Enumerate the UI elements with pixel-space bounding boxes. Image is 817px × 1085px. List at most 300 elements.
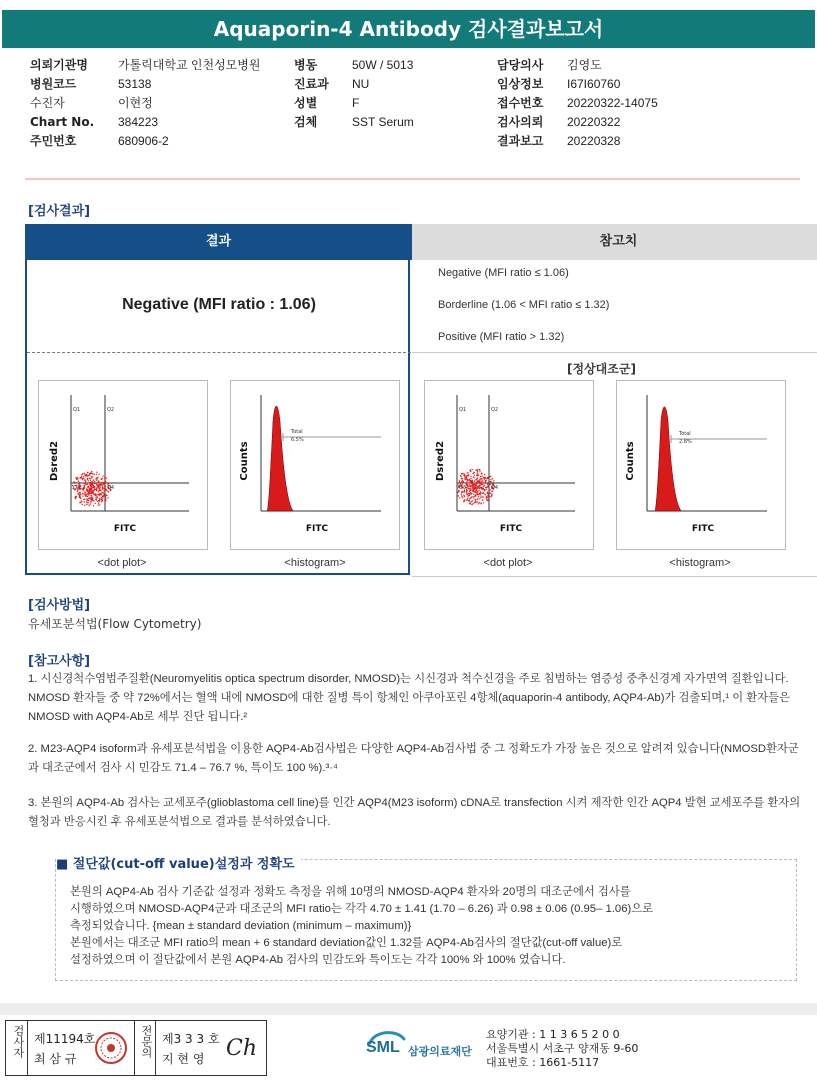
dot-point bbox=[479, 479, 480, 480]
control-quadrant-q4: Q4 bbox=[491, 485, 499, 491]
dot-point bbox=[487, 484, 488, 485]
dot-point bbox=[95, 489, 96, 490]
inspector-name: 최 삼 규 bbox=[34, 1052, 77, 1066]
dot-point bbox=[102, 482, 103, 483]
value-hospital-code: 53138 bbox=[118, 77, 152, 91]
dot-point bbox=[475, 479, 476, 480]
dot-point bbox=[464, 491, 465, 492]
patient-gate-value: 6.5% bbox=[291, 437, 304, 443]
dot-point bbox=[477, 480, 478, 481]
dot-point bbox=[461, 481, 462, 482]
dot-point bbox=[98, 488, 99, 489]
dot-point bbox=[484, 479, 485, 480]
dot-point bbox=[91, 471, 92, 472]
dot-point bbox=[84, 474, 85, 475]
dot-point bbox=[89, 473, 90, 474]
dot-point bbox=[480, 497, 481, 498]
dot-point bbox=[472, 487, 473, 488]
dot-point bbox=[104, 489, 105, 490]
dot-point bbox=[95, 483, 96, 484]
dot-point bbox=[96, 496, 97, 497]
dot-point bbox=[88, 500, 89, 501]
dot-point bbox=[84, 483, 85, 484]
dot-point bbox=[93, 479, 94, 480]
dot-point bbox=[105, 497, 106, 498]
dot-point bbox=[84, 505, 85, 506]
cutoff-line: 본원에서는 대조군 MFI ratio의 mean + 6 standard deviation값인 1.32를 AQP4-Ab검사의 절단값(cut-off value)로 bbox=[70, 937, 623, 949]
org-address: 서울특별시 서초구 양재동 9-60 bbox=[486, 1042, 639, 1055]
method-text: 유세포분석법(Flow Cytometry) bbox=[28, 617, 202, 631]
method-title: [검사방법] bbox=[28, 598, 91, 613]
dot-point bbox=[469, 498, 470, 499]
inspector-seal-icon bbox=[94, 1031, 128, 1065]
dot-point bbox=[470, 476, 471, 477]
dot-point bbox=[100, 485, 101, 486]
dot-point bbox=[469, 495, 470, 496]
dot-point bbox=[469, 480, 470, 481]
dot-point bbox=[479, 483, 480, 484]
dot-point bbox=[84, 493, 85, 494]
dot-point bbox=[479, 485, 480, 486]
dot-point bbox=[475, 500, 476, 501]
dot-point bbox=[476, 488, 477, 489]
dot-point bbox=[474, 486, 475, 487]
dot-point bbox=[97, 497, 98, 498]
dot-point bbox=[95, 497, 96, 498]
dot-point bbox=[465, 500, 466, 501]
dot-point bbox=[104, 500, 105, 501]
specialist-label: 전문의 bbox=[140, 1025, 153, 1058]
dot-point bbox=[471, 469, 472, 470]
dot-point bbox=[459, 497, 460, 498]
dot-point bbox=[95, 494, 96, 495]
reference-positive: Positive (MFI ratio > 1.32) bbox=[438, 331, 565, 343]
org-info bbox=[486, 1028, 638, 1070]
dot-point bbox=[97, 501, 98, 502]
dot-point bbox=[482, 493, 483, 494]
dot-point bbox=[467, 494, 468, 495]
dot-point bbox=[461, 496, 462, 497]
dot-point bbox=[90, 484, 91, 485]
dot-point bbox=[102, 475, 103, 476]
dot-point bbox=[91, 487, 92, 488]
dot-point bbox=[90, 472, 91, 473]
value-chart-no: 384223 bbox=[118, 115, 159, 129]
patient-hist-caption: <histogram> bbox=[284, 557, 346, 569]
dot-point bbox=[473, 496, 474, 497]
org-name: 삼광의료재단 bbox=[408, 1045, 472, 1058]
dot-point bbox=[477, 491, 478, 492]
dot-point bbox=[479, 493, 480, 494]
dot-point bbox=[476, 492, 477, 493]
dot-point bbox=[467, 472, 468, 473]
dot-point bbox=[479, 487, 480, 488]
dot-point bbox=[95, 503, 96, 504]
dot-point bbox=[461, 473, 462, 474]
dot-point bbox=[466, 481, 467, 482]
dot-point bbox=[80, 498, 81, 499]
result-value: Negative (MFI ratio : 1.06) bbox=[122, 296, 316, 313]
quadrant-label-q2: Q2 bbox=[107, 407, 115, 413]
cutoff-text bbox=[70, 884, 785, 969]
dot-point bbox=[82, 477, 83, 478]
dot-point bbox=[94, 481, 95, 482]
dot-point bbox=[78, 481, 79, 482]
dot-point bbox=[94, 474, 95, 475]
dot-point bbox=[477, 493, 478, 494]
dot-point bbox=[488, 497, 489, 498]
dot-point bbox=[474, 480, 475, 481]
dot-point bbox=[87, 499, 88, 500]
dot-point bbox=[467, 498, 468, 499]
dot-point bbox=[478, 503, 479, 504]
dot-point bbox=[96, 474, 97, 475]
dot-point bbox=[83, 487, 84, 488]
dot-point bbox=[484, 482, 485, 483]
dot-point bbox=[491, 493, 492, 494]
dot-point bbox=[472, 483, 473, 484]
dot-point bbox=[91, 481, 92, 482]
dot-point bbox=[98, 503, 99, 504]
dot-point bbox=[89, 505, 90, 506]
dot-point bbox=[96, 485, 97, 486]
dot-point bbox=[459, 480, 460, 481]
reference-header: 참고치 bbox=[412, 224, 817, 260]
dot-point bbox=[94, 483, 95, 484]
org-code: 요양기관 : 1 1 3 6 5 2 0 0 bbox=[486, 1028, 620, 1041]
dot-plot-y-label: Dsred2 bbox=[49, 440, 60, 482]
dot-point bbox=[480, 495, 481, 496]
dot-point bbox=[478, 474, 479, 475]
dot-point bbox=[74, 481, 75, 482]
dot-point bbox=[473, 489, 474, 490]
dot-point bbox=[90, 493, 91, 494]
dot-point bbox=[103, 496, 104, 497]
dot-point bbox=[85, 480, 86, 481]
dot-point bbox=[91, 490, 92, 491]
inspector-label: 검사자 bbox=[12, 1025, 25, 1058]
control-hist-x-label: FITC bbox=[691, 524, 715, 534]
dot-point bbox=[481, 478, 482, 479]
dot-point bbox=[80, 494, 81, 495]
patient-dot-caption: <dot plot> bbox=[97, 557, 147, 569]
dot-point bbox=[472, 491, 473, 492]
dot-point bbox=[91, 495, 92, 496]
dot-point bbox=[88, 480, 89, 481]
dot-point bbox=[96, 487, 97, 488]
reference-divider bbox=[412, 352, 817, 353]
patient-gate-label: Total bbox=[291, 429, 303, 435]
dot-point bbox=[470, 478, 471, 479]
dot-point bbox=[487, 495, 488, 496]
header-col1 bbox=[30, 56, 260, 151]
value-request-date: 20220322 bbox=[567, 115, 621, 129]
value-ward: 50W / 5013 bbox=[352, 58, 414, 72]
control-gate-label: Total bbox=[679, 431, 691, 437]
dot-point bbox=[467, 485, 468, 486]
dot-point bbox=[477, 474, 478, 475]
dot-point bbox=[469, 490, 470, 491]
label-request-date: 검사의뢰 bbox=[497, 115, 544, 129]
result-header: 결과 bbox=[25, 224, 412, 260]
label-doctor: 담당의사 bbox=[497, 58, 544, 72]
cutoff-line: 시행하였으며 NMOSD-AQP4군과 대조군의 MFI ratio는 각각 4.70 ± 1.41 (1.70 – 6.26) 과 0.98 ± 0.06 (0.95– 1.06)으로 bbox=[70, 903, 654, 915]
label-hospital-code: 병원코드 bbox=[30, 77, 77, 91]
dot-point bbox=[90, 501, 91, 502]
dot-point bbox=[477, 471, 478, 472]
dot-point bbox=[87, 479, 88, 480]
cutoff-line: 본원의 AQP4-Ab 검사 기준값 설정과 정확도 측정을 위해 10명의 NMOSD-AQP4 환자와 20명의 대조군에서 검사를 bbox=[70, 886, 631, 898]
dot-point bbox=[461, 494, 462, 495]
dot-point bbox=[481, 473, 482, 474]
value-clinical-info: I67I60760 bbox=[567, 77, 621, 91]
cutoff-title: ■ 절단값(cut-off value)설정과 정확도 bbox=[56, 853, 301, 872]
dot-point bbox=[485, 494, 486, 495]
dot-point bbox=[478, 490, 479, 491]
dot-point bbox=[475, 502, 476, 503]
dot-point bbox=[87, 502, 88, 503]
header-col2 bbox=[294, 56, 446, 132]
dot-point bbox=[480, 482, 481, 483]
dot-point bbox=[463, 495, 464, 496]
dot-point bbox=[479, 502, 480, 503]
label-ward: 병동 bbox=[294, 58, 318, 72]
dot-point bbox=[460, 475, 461, 476]
dot-point bbox=[487, 477, 488, 478]
header-separator bbox=[25, 178, 800, 180]
dot-point bbox=[487, 485, 488, 486]
label-facility: 의뢰기관명 bbox=[30, 58, 88, 72]
control-histogram bbox=[616, 380, 786, 550]
dot-point bbox=[471, 485, 472, 486]
control-quadrant-q1: Q1 bbox=[459, 407, 467, 413]
dot-point bbox=[82, 495, 83, 496]
dot-point bbox=[490, 479, 491, 480]
dot-point bbox=[458, 495, 459, 496]
dot-point bbox=[470, 485, 471, 486]
dot-point bbox=[474, 477, 475, 478]
dot-point bbox=[84, 479, 85, 480]
dot-point bbox=[479, 469, 480, 470]
control-hist-y-label: Counts bbox=[625, 441, 636, 481]
dot-point bbox=[475, 495, 476, 496]
dot-point bbox=[99, 504, 100, 505]
dot-point bbox=[475, 499, 476, 500]
dot-point bbox=[480, 476, 481, 477]
dot-point bbox=[84, 491, 85, 492]
dot-point bbox=[101, 479, 102, 480]
value-report-date: 20220328 bbox=[567, 134, 621, 148]
footer-band bbox=[0, 1003, 817, 1015]
result-divider bbox=[27, 352, 411, 353]
dot-point bbox=[474, 484, 475, 485]
dot-point bbox=[473, 497, 474, 498]
dot-point bbox=[79, 482, 80, 483]
dot-point bbox=[487, 492, 488, 493]
dot-point bbox=[468, 500, 469, 501]
dot-point bbox=[468, 486, 469, 487]
dot-point bbox=[99, 501, 100, 502]
dot-point bbox=[472, 500, 473, 501]
dot-point bbox=[81, 474, 82, 475]
patient-dot-plot bbox=[38, 380, 208, 550]
dot-point bbox=[486, 487, 487, 488]
control-dot-plot bbox=[424, 380, 594, 550]
dot-point bbox=[476, 483, 477, 484]
dot-point bbox=[81, 500, 82, 501]
dot-point bbox=[481, 484, 482, 485]
specialist-name: 지 현 영 bbox=[162, 1052, 205, 1066]
inspector-license: 제11194호 bbox=[34, 1032, 96, 1046]
dot-point bbox=[467, 480, 468, 481]
dot-point bbox=[467, 487, 468, 488]
dot-point bbox=[96, 472, 97, 473]
dot-point bbox=[91, 488, 92, 489]
dot-point bbox=[477, 498, 478, 499]
dot-point bbox=[474, 474, 475, 475]
dot-point bbox=[100, 492, 101, 493]
dot-point bbox=[85, 481, 86, 482]
hist-x-label: FITC bbox=[305, 524, 329, 534]
dot-point bbox=[483, 493, 484, 494]
note-1: 1. 시신경척수염범주질환(Neuromyelitis optica spectrum disorder, NMOSD)는 시신경과 척수신경을 주로 침범하는 염증성 중추신경계 자가면역 질환입니다. NMOSD 환자들 중 약 72%에서는 혈액 내에 NMOSD에 대한 질병 특이 항체인 아쿠아포린 4항체(aquaporin-4 antibody, AQP4-Ab)가 검출되며,¹ 이 환자들은 NMOSD with AQP4-Ab로 세부 진단 됩니다.² bbox=[28, 673, 790, 723]
dot-point bbox=[87, 500, 88, 501]
label-resident-no: 주민번호 bbox=[30, 134, 77, 148]
dot-point bbox=[486, 489, 487, 490]
value-sex: F bbox=[352, 96, 360, 110]
label-sex: 성별 bbox=[294, 96, 318, 110]
dot-point bbox=[93, 505, 94, 506]
dot-point bbox=[480, 503, 481, 504]
dot-point bbox=[105, 482, 106, 483]
dot-point bbox=[86, 504, 87, 505]
dot-point bbox=[87, 493, 88, 494]
dot-point bbox=[77, 478, 78, 479]
dot-point bbox=[477, 473, 478, 474]
dot-point bbox=[490, 496, 491, 497]
logo-text: SML bbox=[366, 1039, 400, 1056]
dot-point bbox=[473, 494, 474, 495]
dot-point bbox=[104, 494, 105, 495]
dot-point bbox=[104, 478, 105, 479]
dot-point bbox=[72, 482, 73, 483]
dot-point bbox=[75, 498, 76, 499]
dot-point bbox=[89, 482, 90, 483]
dot-point bbox=[87, 472, 88, 473]
dot-point bbox=[471, 501, 472, 502]
notes-title: [참고사항] bbox=[28, 654, 91, 669]
dot-point bbox=[96, 477, 97, 478]
dot-point bbox=[99, 495, 100, 496]
dot-point bbox=[82, 479, 83, 480]
patient-histogram-peak bbox=[267, 406, 293, 511]
dot-point bbox=[475, 494, 476, 495]
dot-point bbox=[468, 474, 469, 475]
dot-point bbox=[481, 475, 482, 476]
dot-point bbox=[459, 481, 460, 482]
dot-point bbox=[92, 499, 93, 500]
dot-point bbox=[98, 474, 99, 475]
dot-point bbox=[490, 476, 491, 477]
dot-point bbox=[103, 490, 104, 491]
dot-point bbox=[491, 495, 492, 496]
dot-point bbox=[100, 494, 101, 495]
dot-point bbox=[484, 477, 485, 478]
dot-point bbox=[86, 498, 87, 499]
dot-point bbox=[486, 480, 487, 481]
dot-point bbox=[106, 477, 107, 478]
dot-point bbox=[79, 502, 80, 503]
dot-point bbox=[105, 499, 106, 500]
dot-point bbox=[482, 480, 483, 481]
dot-point bbox=[102, 498, 103, 499]
dot-point bbox=[489, 491, 490, 492]
dot-point bbox=[90, 488, 91, 489]
dot-point bbox=[96, 494, 97, 495]
dot-point bbox=[89, 492, 90, 493]
dot-point bbox=[477, 486, 478, 487]
dot-point bbox=[79, 477, 80, 478]
note-3: 3. 본원의 AQP4-Ab 검사는 교세포주(glioblastoma cell line)를 인간 AQP4(M23 isoform) cDNA로 transfection 시켜 제작한 인간 AQP4 발현 교세포주를 환자의 혈청과 반응시킨 후 유세포분석법으로 결과를 분석하였습니다. bbox=[28, 797, 801, 828]
control-dot-x-label: FITC bbox=[499, 524, 523, 534]
dot-point bbox=[469, 488, 470, 489]
dot-point bbox=[472, 473, 473, 474]
value-resident-no: 680906-2 bbox=[118, 134, 169, 148]
dot-point bbox=[89, 493, 90, 494]
dot-point bbox=[465, 478, 466, 479]
dot-point bbox=[467, 490, 468, 491]
dot-point bbox=[478, 496, 479, 497]
dot-point bbox=[486, 499, 487, 500]
dot-point bbox=[482, 487, 483, 488]
dot-point bbox=[492, 478, 493, 479]
dot-point bbox=[77, 477, 78, 478]
specialist-license: 제3 3 3 호 bbox=[162, 1032, 220, 1046]
dot-point bbox=[90, 480, 91, 481]
dot-point bbox=[483, 486, 484, 487]
dot-point bbox=[462, 497, 463, 498]
dot-point bbox=[83, 499, 84, 500]
dot-point bbox=[95, 499, 96, 500]
dot-point bbox=[463, 482, 464, 483]
dot-point bbox=[92, 476, 93, 477]
value-receipt-no: 20220322-14075 bbox=[567, 96, 658, 110]
dot-point bbox=[95, 479, 96, 480]
dot-point bbox=[91, 476, 92, 477]
dot-point bbox=[471, 504, 472, 505]
results-section-title: [검사결과] bbox=[28, 204, 91, 219]
label-patient: 수진자 bbox=[30, 96, 65, 110]
dot-point bbox=[76, 478, 77, 479]
org-phone: 대표번호 : 1661-5117 bbox=[486, 1056, 600, 1069]
dot-point bbox=[463, 473, 464, 474]
value-department: NU bbox=[352, 77, 370, 91]
dot-point bbox=[474, 483, 475, 484]
dot-point bbox=[104, 483, 105, 484]
dot-point bbox=[102, 487, 103, 488]
dot-point bbox=[90, 489, 91, 490]
value-specimen: SST Serum bbox=[352, 115, 414, 129]
dot-point bbox=[98, 490, 99, 491]
dot-point bbox=[99, 493, 100, 494]
dot-point bbox=[488, 499, 489, 500]
control-hist-caption: <histogram> bbox=[669, 557, 731, 569]
label-chart-no: Chart No. bbox=[30, 115, 95, 129]
dot-point bbox=[467, 496, 468, 497]
dot-point bbox=[462, 478, 463, 479]
dot-point bbox=[471, 493, 472, 494]
dot-point bbox=[106, 495, 107, 496]
